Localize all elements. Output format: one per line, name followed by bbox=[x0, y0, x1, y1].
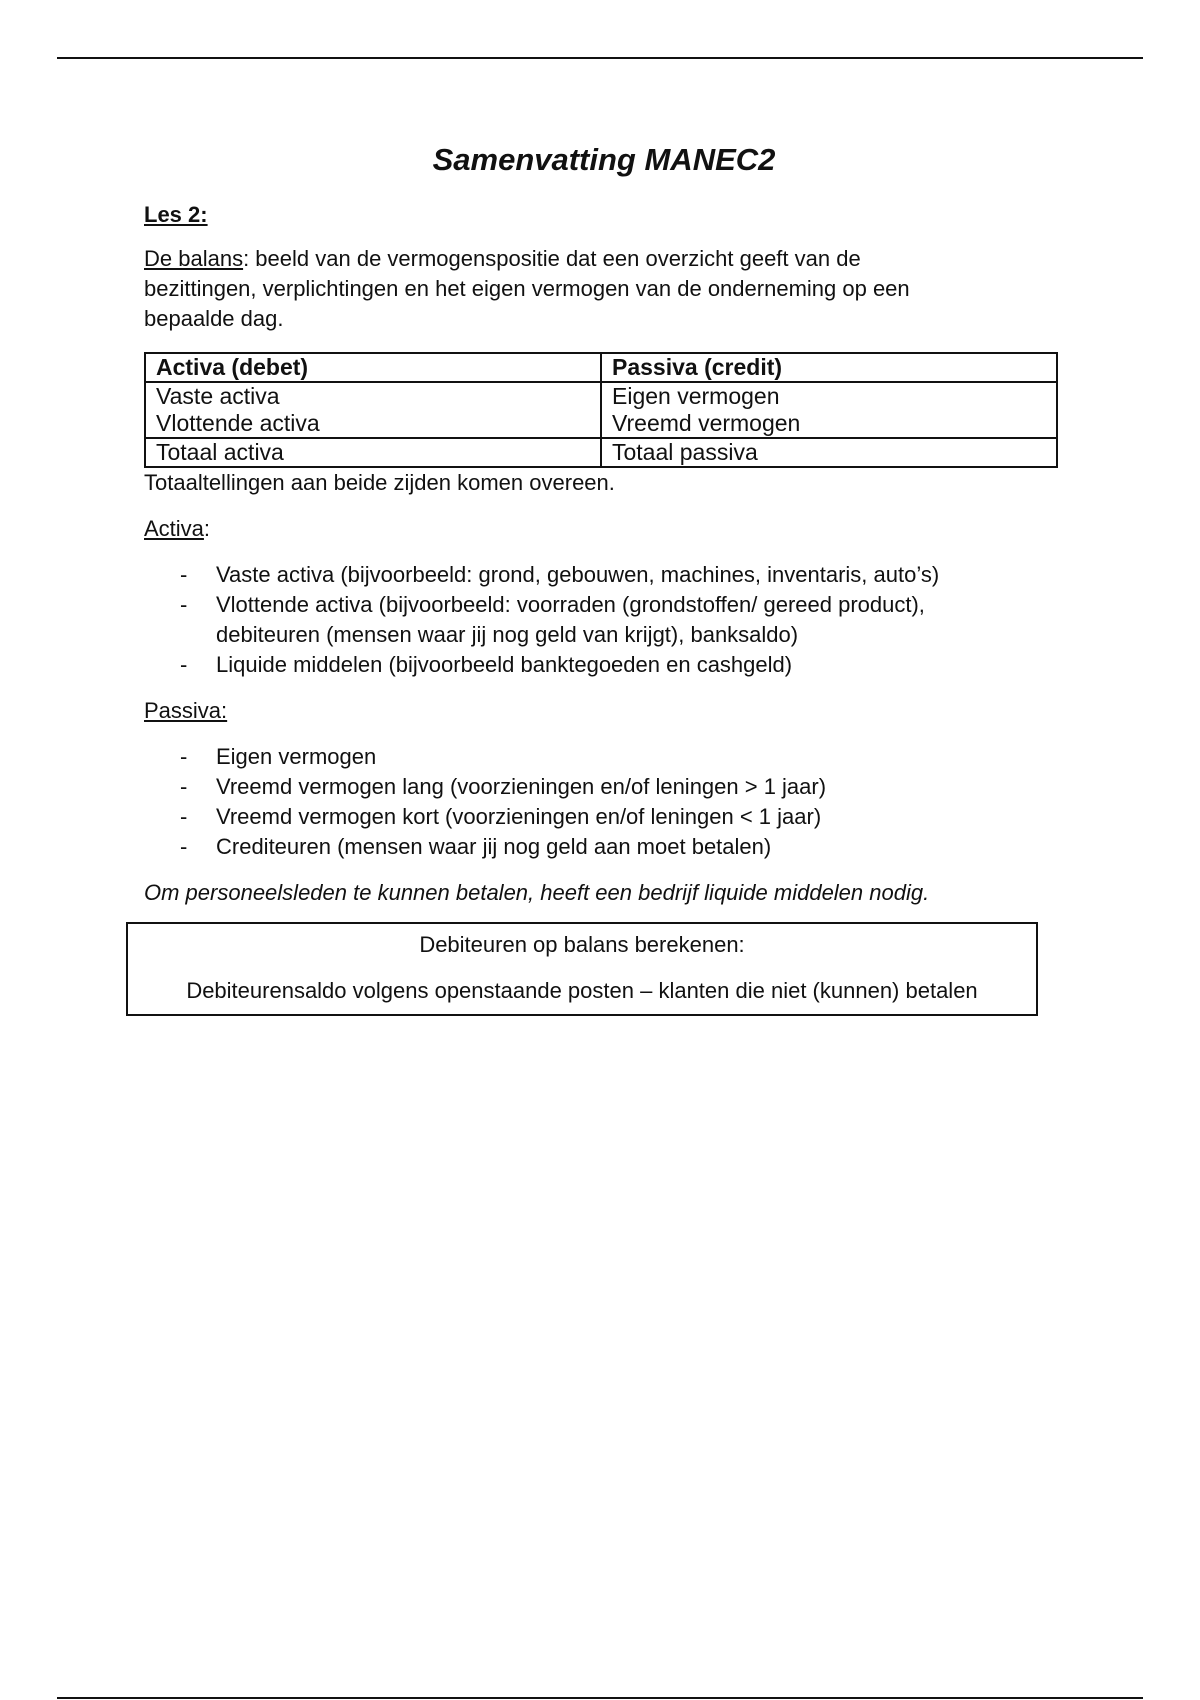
table-cell: Vaste activa bbox=[156, 383, 280, 409]
totals-note: Totaaltellingen aan beide zijden komen overeen. bbox=[144, 470, 615, 495]
dash-bullet: - bbox=[180, 804, 188, 829]
list-item-text: Vreemd vermogen lang (voorzieningen en/of leningen > 1 jaar) bbox=[216, 774, 827, 799]
table-cell: Vreemd vermogen bbox=[612, 410, 801, 436]
dash-bullet: - bbox=[180, 562, 188, 587]
list-item-text: Crediteuren (mensen waar jij nog geld aan moet betalen) bbox=[216, 834, 772, 859]
activa-heading bbox=[144, 514, 1064, 544]
list-item bbox=[144, 742, 1064, 772]
table-items-row bbox=[145, 382, 1057, 438]
list-item-text: Vreemd vermogen kort (voorzieningen en/of leningen < 1 jaar) bbox=[216, 804, 822, 829]
dash-bullet: - bbox=[180, 652, 188, 677]
list-item-text: Vlottende activa (bijvoorbeeld: voorraden (grondstoffen/ gereed product), bbox=[216, 592, 925, 617]
list-item bbox=[144, 772, 1064, 802]
top-rule bbox=[57, 57, 1143, 59]
header-passiva: Passiva (credit) bbox=[601, 353, 1057, 382]
list-item bbox=[144, 560, 1064, 590]
total-activa: Totaal activa bbox=[145, 438, 601, 467]
document-title: Samenvatting MANEC2 bbox=[432, 142, 776, 177]
activa-items-cell bbox=[145, 382, 601, 438]
activa-list bbox=[144, 560, 1064, 680]
passiva-items-cell bbox=[601, 382, 1057, 438]
definition-line-2: bezittingen, verplichtingen en het eigen vermogen van de onderneming op een bbox=[144, 276, 910, 301]
balans-definition bbox=[144, 244, 1064, 334]
liquidity-note: Om personeelsleden te kunnen betalen, heeft een bedrijf liquide middelen nodig. bbox=[144, 880, 930, 905]
box-formula: Debiteurensaldo volgens openstaande posten – klanten die niet (kunnen) betalen bbox=[186, 978, 978, 1003]
lesson-heading: Les 2: bbox=[144, 202, 208, 227]
dash-bullet: - bbox=[180, 744, 188, 769]
passiva-heading: Passiva: bbox=[144, 698, 228, 723]
list-item bbox=[144, 590, 1064, 650]
list-item bbox=[144, 650, 1064, 680]
balans-term: De balans bbox=[144, 246, 244, 271]
table-cell: Vlottende activa bbox=[156, 410, 320, 436]
total-passiva: Totaal passiva bbox=[601, 438, 1057, 467]
activa-heading-text: Activa bbox=[144, 516, 204, 541]
header-activa: Activa (debet) bbox=[145, 353, 601, 382]
passiva-list bbox=[144, 742, 1064, 862]
box-title: Debiteuren op balans berekenen: bbox=[419, 932, 745, 957]
list-item-text: Vaste activa (bijvoorbeeld: grond, gebouwen, machines, inventaris, auto’s) bbox=[216, 562, 940, 587]
balance-table bbox=[144, 352, 1058, 468]
activa-heading-colon: : bbox=[203, 516, 211, 541]
list-item-text: Liquide middelen (bijvoorbeeld banktegoeden en cashgeld) bbox=[216, 652, 793, 677]
list-item-text: Eigen vermogen bbox=[216, 744, 377, 769]
dash-bullet: - bbox=[180, 834, 188, 859]
table-header-row bbox=[145, 353, 1057, 382]
dash-bullet: - bbox=[180, 774, 188, 799]
dash-bullet: - bbox=[180, 592, 188, 617]
list-item bbox=[144, 832, 1064, 862]
definition-line-3: bepaalde dag. bbox=[144, 306, 284, 331]
list-item-text: debiteuren (mensen waar jij nog geld van krijgt), banksaldo) bbox=[216, 622, 799, 647]
bottom-rule bbox=[57, 1697, 1143, 1699]
document-body bbox=[144, 140, 1064, 922]
table-totals-row bbox=[145, 438, 1057, 467]
list-item bbox=[144, 802, 1064, 832]
table-cell: Eigen vermogen bbox=[612, 383, 780, 409]
debiteuren-formula-box bbox=[126, 922, 1038, 1016]
definition-line-1: : beeld van de vermogenspositie dat een overzicht geeft van de bbox=[243, 246, 861, 271]
